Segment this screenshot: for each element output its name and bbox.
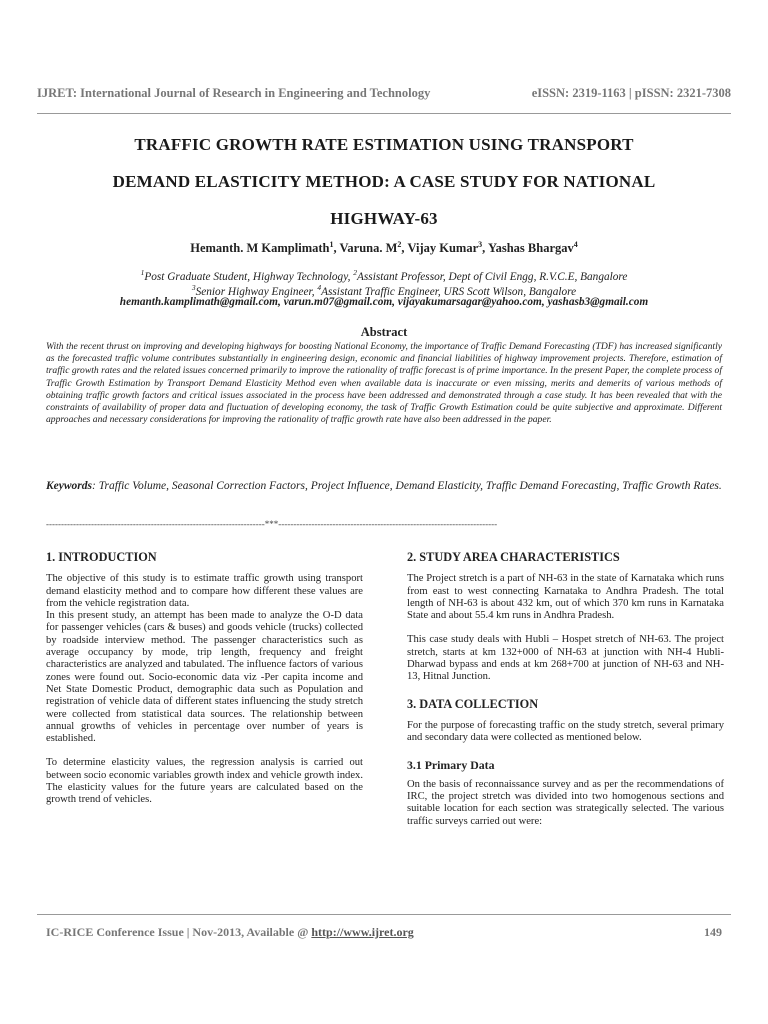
- affil-text: Assistant Professor, Dept of Civil Engg, R.V.C.E, Bangalore: [357, 270, 628, 283]
- data-paragraph-1: For the purpose of forecasting traffic on the study stretch, several primary and secondary data were collected as mentioned below.: [407, 719, 724, 744]
- study-area-heading: 2. STUDY AREA CHARACTERISTICS: [407, 550, 620, 564]
- study-paragraph-1: The Project stretch is a part of NH-63 in the state of Karnataka which runs from east to west connecting Karnataka to Andhra Pradesh. The total length of NH-63 is about 432 km, out of which 370 km runs in Karnataka State and about 55.4 km runs in Andhra Pradesh.: [407, 573, 724, 622]
- keywords: [46, 475, 730, 497]
- primary-paragraph-1: On the basis of reconnaissance survey and as per the recommendations of IRC, the project stretch was divided into two homogenous sections and suitable location for each section was strategically selected. The various traffic surveys carried out were:: [407, 778, 724, 827]
- data-collection-heading: 3. DATA COLLECTION: [407, 696, 539, 711]
- affil-sup: 4: [317, 283, 322, 292]
- introduction-heading: 1. INTRODUCTION: [46, 550, 157, 564]
- author-name: Varuna. M: [339, 241, 398, 256]
- intro-paragraph-2: In this present study, an attempt has been made to analyze the O-D data for passenger vehicles (cars & buses) and goods vehicle (trucks) collected by roadside interview method. The passenger characteristics such as average occupancy by mode, trip length, frequency and freight characteristics are analyzed and tabulated. The influence factors of various zones were found out. Socio-economic data viz -Per capita income and Net State Domestic Product, demographic data such as Population and registration of vehicle data of different states influencing the study stretch were collected from statistical data sources. The relationship between annual growths of vehicles in percentage over number of years is established.: [46, 610, 363, 745]
- author-sup: 3: [478, 240, 483, 249]
- author-list: Hemanth. M Kamplimath$^1$, Varuna. $M^2$, Vijay Kumar$^3$, Yashas Bhargav$^4$: [190, 240, 578, 256]
- intro-paragraph-3: To determine elasticity values, the regression analysis is carried out between socio economic variables growth index and vehicle growth index. The elasticity values for the future years are calculated based on the growth trend of vehicles.: [46, 757, 363, 806]
- keywords-text: : Traffic Volume, Seasonal Correction Factors, Project Influence, Demand Elasticity, Traffic Demand Forecasting, Traffic Growth Rates.: [92, 480, 722, 492]
- author-name: Yashas Bhargav: [487, 241, 574, 256]
- author-sup: 1: [329, 240, 334, 249]
- affil-text: Senior Highway Engineer,: [195, 285, 318, 298]
- page-number: 149: [704, 925, 722, 939]
- affil-text: Assistant Traffic Engineer, URS Scott Wilson, Bangalore: [321, 285, 577, 298]
- section-separator: -------------------------------------------------------------------------***-------------------------------------------------------------------------: [46, 519, 498, 529]
- primary-data-heading: 3.1 Primary Data: [407, 757, 495, 772]
- author-name: Hemanth. M Kamplimath: [190, 241, 330, 256]
- abstract-text: With the recent thrust on improving and developing highways for boosting National Economy, the importance of Traffic Demand Forecasting (TDF) has increased significantly as the forecasted traffic volume contributes substantially in engineering design, economic and financial liabilities of highway improvement projects. Therefore, estimation of traffic growth rates and the related issues concerned primarily to improve the rationality of traffic forecast is of prime importance. In the present Paper, the complete process of Traffic Growth Estimation by Transport Demand Elasticity Method even when available data is inaccurate or even missing, merits and demerits of various methods of obtaining traffic growth factors and critical issues associated in the process have been addressed and demonstrated through a case study. It has been revealed that with the constraints of availability of proper data and fluctuation of developing economy, the task of Traffic Growth Estimation could be quite subjective and approximate. Different approaches and necessary considerations for improving the rationality of traffic growth rate have also been addressed in the paper.: [46, 341, 722, 426]
- affil-sup: 2: [353, 268, 357, 277]
- intro-paragraph-1: The objective of this study is to estimate traffic growth using transport demand elasticity method and to compare how different these values are from the vehicle registration data.: [46, 573, 363, 609]
- title-line-1: TRAFFIC GROWTH RATE ESTIMATION USING TRANSPORT: [134, 135, 634, 154]
- author-sup: 4: [573, 240, 578, 249]
- running-footer: [46, 925, 722, 940]
- running-header: [37, 86, 731, 101]
- author-sup: 2: [397, 240, 402, 249]
- abstract-heading: Abstract: [360, 325, 408, 339]
- title-line-3: HIGHWAY-63: [330, 209, 438, 228]
- study-paragraph-2: This case study deals with Hubli – Hospet stretch of NH-63. The project stretch, starts at km 132+000 of NH-63 at junction with NH-4 Hubli-Dharwad bypass and ends at km 268+700 at junction of NH-63 and NH-13, Hitnal Junction.: [407, 634, 724, 683]
- affil-sup: 1: [140, 268, 145, 277]
- issn-info: eISSN: 2319-1163 | pISSN: 2321-7308: [531, 86, 731, 100]
- author-emails: hemanth.kamplimath@gmail.com, varun.m07@gmail.com, vijayakumarsagar@yahoo.com, yashasb3@gmail.com: [119, 296, 649, 308]
- footer-left: [46, 925, 414, 940]
- journal-link[interactable]: http://www.ijret.org: [311, 925, 414, 939]
- affil-text: Post Graduate Student, Highway Technology,: [144, 270, 354, 283]
- title-line-2: DEMAND ELASTICITY METHOD: A CASE STUDY FOR NATIONAL: [112, 172, 656, 191]
- keywords-label: Keywords: [46, 480, 92, 492]
- affil-sup: 3: [191, 283, 196, 292]
- footer-issue: IC-RICE Conference Issue | Nov-2013, Available @: [46, 925, 312, 939]
- left-column: [46, 551, 363, 807]
- right-column: [407, 551, 724, 828]
- journal-name: IJRET: International Journal of Research in Engineering and Technology: [37, 86, 431, 100]
- footer-rule: [37, 914, 731, 915]
- header-rule: [37, 113, 731, 114]
- paper-title: [30, 126, 738, 237]
- author-name: Vijay Kumar: [407, 241, 479, 256]
